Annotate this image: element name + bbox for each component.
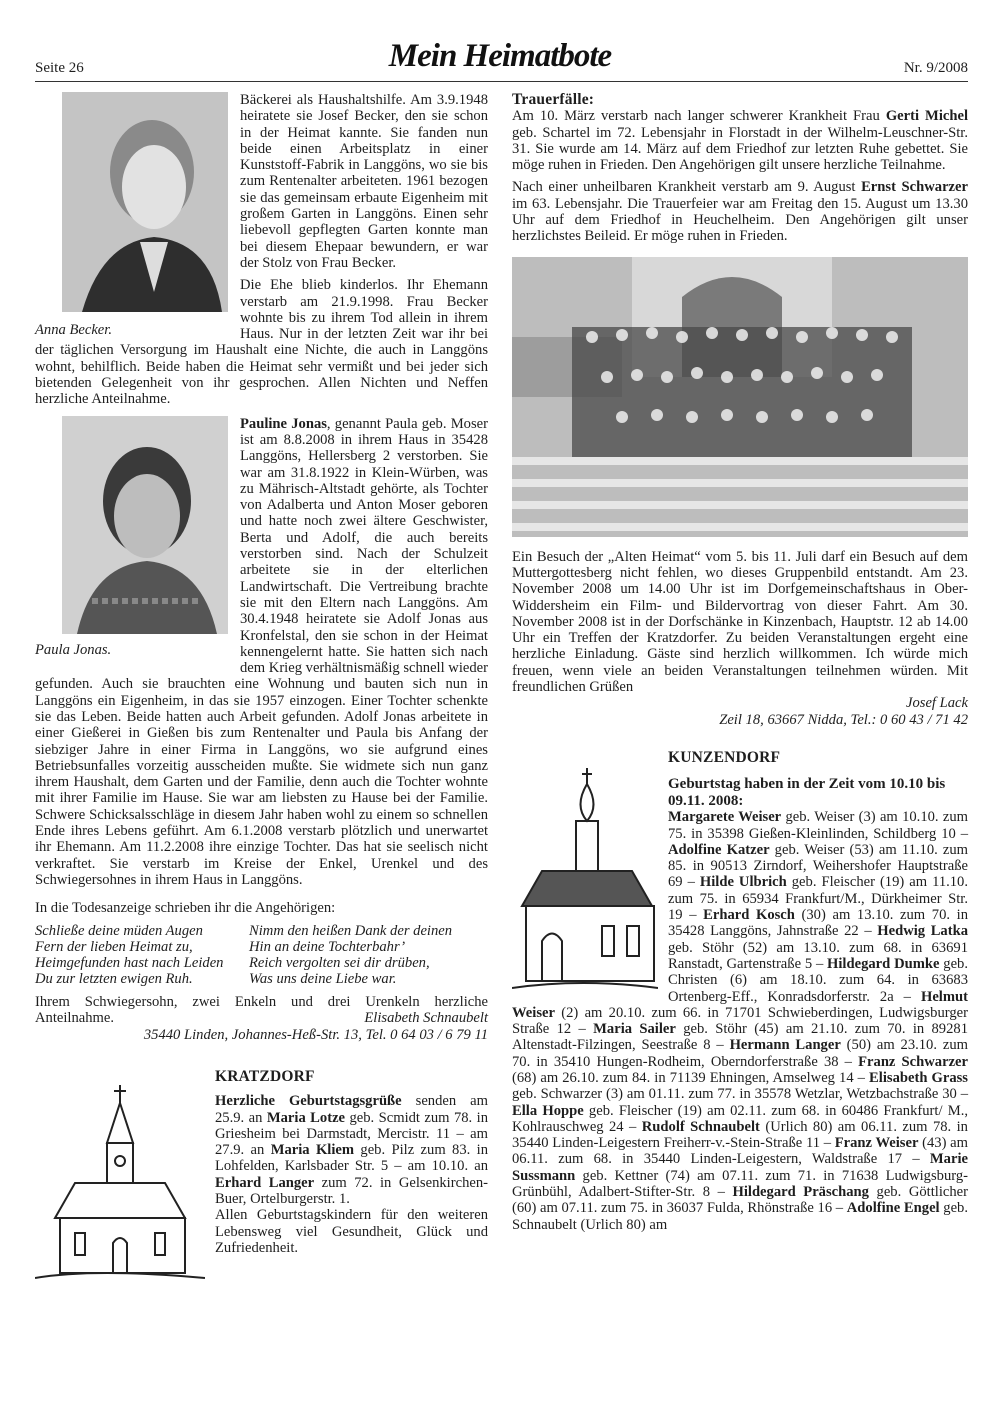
bold-name: Maria Kliem (270, 1142, 355, 1159)
paragraph (512, 108, 968, 173)
section-heading-kratzdorf: KRATZDORF (215, 1067, 315, 1085)
bold-name: Hildegard Präschang (732, 1184, 869, 1201)
poem-line: Fern der lieben Heimat zu, (35, 938, 193, 955)
text-run: geb. Fleischer (19) am 02.11. zum 68. in 60486 Frankfurt/ M., Kohlrauschweg 24 – (512, 1102, 968, 1135)
bold-name: Hedwig Latka (877, 923, 969, 940)
text-run: geb. Schwarzer (3) am 01.11. zum 77. in 35578 Wetzlar, Wetzbachstraße 30 – (512, 1086, 968, 1103)
group-photo (512, 257, 968, 537)
text-run: geb. Kettner (74) am 07.11. zum 71. in 71638 Ludwigsburg-Grünbühl, Adalbert-Stifter-Str. 8 – (512, 1167, 968, 1201)
poem (35, 923, 488, 988)
trauerfaelle-text (512, 108, 968, 244)
bold-name: Hermann Langer (729, 1037, 841, 1054)
poem-line: Reich vergolten sei dir drüben, (249, 955, 430, 972)
text-run: (68) am 26.10. zum 84. in 71139 Ehningen, Amselweg 14 – (512, 1069, 870, 1086)
text-run: zum 72. in Gelsenkirchen-Buer, Ortelburgerstr. 1. (215, 1174, 488, 1207)
text-run: Allen Geburtstagskindern für den weiteren Lebensweg viel Gesundheit, Glück und Zufriedenheit. (215, 1207, 488, 1256)
text-run: senden am 25.9. an (215, 1093, 488, 1126)
text-run: (43) am 06.11. zum 68. in 35440 Linden-Leigestern, Waldstraße 17 – (512, 1135, 968, 1168)
church-drawing-kunzendorf (512, 766, 658, 998)
bold-name: Adolfine Engel (846, 1200, 940, 1217)
text-run: geb. Christen (6) am 18.10. zum 64. in 63683 Ortenberg-Eff., Konradsdorferstr. 2a – (668, 955, 968, 1005)
poem-line: Du zur letzten ewigen Ruh. (35, 971, 193, 988)
bold-name: Franz Schwarzer (858, 1053, 968, 1070)
anna-photo-block (35, 92, 230, 338)
bold-name: Maria Sailer (593, 1021, 676, 1038)
page-number: Seite 26 (35, 60, 84, 76)
text-run: , genannt Paula geb. Moser ist am 8.8.2008 in ihrem Haus in 35428 Langgöns, Hellersberg 2 verstorben. Sie war am 31.8.1922 in Klein-Würben, was zu Mährisch-Altstadt gehörte, als Tochter von Adalberta und Anton Moser geboren und hatte noch zwei ältere Geschwister, Berta und Adolf, die auch bereits verstorben sind. Nach der Schulzeit arbeitete sie in der elterlichen Landwirtschaft. Die Vertreibung brachte sie mit den Eltern nach Langgöns. Am 30.4.1948 heiratete sie Adolf Jonas aus Kronfelstal, den sie schon in der Heimat kennengelernt hatte. Sie hatten sich nach dem Krieg verhältnismäßig schnell wieder gefunden. Auch sie brauchten eine Wohnung und bauten sich nun in Langgöns ein Eigenheim, in das sie 1957 einzogen. Einer Tochter schenkte sie das Leben. Beide hatten auch Arbeit gefunden. Adolf Jonas arbeitete in einer Gießerei in Gießen bis zum Rentenalter und Paula bis Anfang der siebziger Jahre in einer Firma in Langgöns, wo sie aufgrund eines Betriebsunfalles vorzeitig ausscheiden mußte. Sie widmete sich nun ganz ihrem Haushalt, dem Garten und der Familie, denn auch die Tochter wohnte mit ihrer Familie im Hause. Sie war am liebsten zu Hause bei der Familie. Schwere Schicksalsschläge in diesem Jahr haben wohl zu einem so schnellen Ende ihres Lebens geführt. Am 6.1.2008 verstarb plötzlich und unerwartet ihr Ehemann. Am 11.2.2008 ihre einzige Tochter. Das hat sie seelisch nicht verkraftet. Sie verstarb im Kreise der Enkel, Urenkel und des Schwiegersohnes in ihrem Haus in Langgöns. (35, 415, 489, 888)
photo-caption: Paula Jonas. (35, 641, 112, 658)
bold-name: Rudolf Schnaubelt (641, 1118, 760, 1135)
besuch-address: Zeil 18, 63667 Nidda, Tel.: 0 60 43 / 71 42 (719, 711, 968, 728)
bold-name: Franz Weiser (834, 1135, 919, 1152)
text-run: geb. Fleischer (19) am 11.10. zum 75. in 65934 Frankfurt/M., Dürkheimer Str. 19 – (668, 874, 969, 924)
church-drawing-kratzdorf (35, 1083, 205, 1293)
kunzendorf-section (512, 750, 968, 1233)
text-run: geb. Schnaubelt (Urlich 80) am (512, 1200, 969, 1233)
bold-name: Helmut Weiser (512, 988, 968, 1021)
church-icon (512, 766, 658, 996)
besuch-author: Josef Lack (905, 695, 968, 712)
text-run: Am 10. März verstarb nach langer schwerer Krankheit Frau (512, 108, 886, 125)
poem-line: Heimgefunden hast nach Leiden (35, 955, 224, 972)
text-run: geb. Weiser (53) am 11.10. zum 85. in 90513 Zirndorf, Weihershofer Hauptstraße 69 – (668, 841, 968, 891)
todesanzeige-intro: In die Todesanzeige schrieben ihr die Angehörigen: (35, 900, 336, 917)
text-run: geb. Schartel im 72. Lebensjahr in Florstadt in der Wilhelm-Leuschner-Str. 31. Sie wurde am 14. März auf dem Friedhof zur letzten Ruhe gebettet. Sie möge ruhen in Frieden. Den Angehörigen gilt unsere herzliche Teilnahme. (512, 124, 968, 174)
bold-name: Herzliche Geburtstagsgrüße (215, 1093, 402, 1110)
masthead-logo: Mein Heimatbote (388, 38, 612, 74)
bold-name: Hildegard Dumke (827, 955, 940, 972)
besuch-text (512, 549, 968, 696)
bold-name: Adolfine Katzer (668, 841, 770, 858)
bold-name: Gerti Michel (885, 108, 968, 125)
text-run: (2) am 20.10. zum 66. in 71701 Schwieberdingen, Ludwigsburger Straße 12 – (512, 1004, 968, 1038)
poem-line: Was uns deine Liebe war. (249, 971, 397, 988)
photo-caption: Anna Becker. (35, 322, 112, 338)
text-run: (30) am 13.10. zum 70. in 35428 Langgöns, Jahnstraße 22 – (668, 907, 968, 940)
bold-name: Margarete Weiser (668, 809, 782, 826)
paragraph (512, 179, 968, 244)
poem-right-stanza (249, 923, 452, 988)
text-run: geb. Stöhr (45) am 21.10. zum 70. in 89281 Altenstadt-Filzingen, Seestraße 8 – (512, 1021, 968, 1054)
text-run: im 63. Lebensjahr. Die Trauerfeier war am Freitag den 15. August um 13.30 Uhr auf dem Friedhof in Heuchelheim. Den Angehörigen gilt unser herzlichstes Beileid. Er möge ruhen in Frieden. (512, 195, 968, 245)
bold-name: Erhard Langer (215, 1174, 315, 1191)
text-run: (50) am 23.10. zum 70. in 35410 Hungen-Rodheim, Oberndorferstraße 38 – (512, 1037, 968, 1070)
author-name: Elisabeth Schnaubelt (364, 1010, 488, 1027)
text-run: Bäckerei als Haushaltshilfe. Am 3.9.1948 heiratete sie Josef Becker, den sie schon in der Heimat kannte. Sie fanden nun beide einen Arbeitsplatz in einer Kunststoff-Fabrik in Langgöns, wo sie bis zum Rentenalter arbeiteten. 1961 bezogen sie das gemeinsam erbaute Eigenheim mit großem Garten in Langgöns. Einen sehr liebevoll gepflegten Garten konnte man bei diesem Ehepaar bewundern, er war der Stolz von Frau Becker. (240, 92, 488, 271)
text-run: Ein Besuch der „Alten Heimat“ vom 5. bis 11. Juli darf ein Besuch auf dem Muttergottesberg nicht fehlen, wo dieses Gruppenbild entstandt. Am 23. November 2008 um 14.00 Uhr ist im Dorfgemeinschaftshaus in Ober-Widdersheim ein Film- und Bildervortrag von dieser Fahrt. Am 30. November 2008 ist in der Dorfschänke in Kinzenbach, Hauptstr. 12 ab 14.00 Uhr ein Treffen der Kratzdorfer. Zu beiden Veranstaltungen ergeht eine herzliche Einladung. Gäste sind herzlich willkommen. Ich würde mich freuen, wenn viele an beiden Veranstaltungen teilnehmen würden. Mit freundlichen Grüßen (512, 548, 968, 696)
poem-line: Nimm den heißen Dank der deinen (249, 922, 453, 939)
left-column (35, 92, 488, 1293)
church-icon (35, 1083, 205, 1283)
portrait-photo-anna-becker (62, 92, 228, 312)
bold-name: Ella Hoppe (512, 1102, 584, 1119)
bold-name: Hilde Ulbrich (699, 874, 787, 891)
bold-name: Ernst Schwarzer (861, 179, 968, 196)
paula-photo-block (35, 416, 230, 664)
text-run: geb. Stöhr (52) am 13.10. zum 68. in 63691 Ranstadt, Gartenstraße 5 – (668, 939, 968, 972)
text-run: geb. Scmidt zum 78. in Griesheim bei Darmstadt, Mercistr. 11 – am 27.9. an (215, 1109, 488, 1159)
portrait-photo-paula-jonas (62, 416, 228, 634)
text-run: geb. Göttlicher (60) am 07.11. zum 75. in 36037 Fulda, Rhönstraße 16 – (512, 1184, 968, 1217)
text-run: Die Ehe blieb kinderlos. Ihr Ehemann verstarb am 21.9.1998. Frau Becker wohnte bis zu ihrem Tod allein in ihrem Haus. Nur in der letzten Zeit war ihr bei der täglichen Versorgung im Haushalt eine Nichte, die auch in Langgöns wohnt, behilflich. Beide haben die Heimat sehr vermißt und bei jeder sich bietenden Gelegenheit von ihr gesprochen. Allen Nichten und Neffen herzliche Anteilnahme. (35, 277, 488, 408)
text-run: geb. Weiser (3) am 10.10. zum 75. in 35398 Gießen-Kleinlinden, Schildberg 10 – (668, 809, 968, 842)
bold-name: Marie Sussmann (512, 1151, 968, 1184)
kratzdorf-section (35, 1069, 488, 1256)
bold-name: Maria Lotze (266, 1109, 346, 1126)
closing-sentence: Ihrem Schwiegersohn, zwei Enkeln und drei Urenkeln herzliche Anteilnahme. (35, 993, 488, 1027)
section-heading-trauerfaelle: Trauerfälle: (512, 91, 595, 108)
poem-line: Schließe deine müden Augen (35, 922, 203, 939)
poem-line: Hin an deine Tochterbahr’ (249, 938, 406, 955)
text-run: Nach einer unheilbaren Krankheit verstarb am 9. August (512, 179, 862, 196)
bold-name: Erhard Kosch (703, 907, 795, 924)
text-run: (Urlich 80) am 06.11. zum 78. in 35440 Linden-Leigestern Freiherr-v.-Stein-Straße 11 – (512, 1118, 968, 1152)
section-heading-kunzendorf: KUNZENDORF (668, 748, 781, 766)
text-run: geb. Pilz zum 83. in Lohfelden, Karlsbader Str. 5 – am 10.10. an (215, 1142, 488, 1175)
kunzendorf-subheading: Geburtstag haben in der Zeit vom 10.10 bis 09.11. 2008: (668, 776, 946, 809)
bold-name: Elisabeth Grass (869, 1069, 968, 1086)
poem-left-stanza (35, 923, 249, 988)
author-address: 35440 Linden, Johannes-Heß-Str. 13, Tel. 0 64 03 / 6 79 11 (143, 1026, 488, 1043)
paragraph (512, 549, 968, 696)
bold-name: Pauline Jonas (240, 415, 327, 432)
right-column (512, 92, 968, 1233)
header-rule (35, 81, 968, 82)
issue-number: Nr. 9/2008 (903, 60, 968, 76)
